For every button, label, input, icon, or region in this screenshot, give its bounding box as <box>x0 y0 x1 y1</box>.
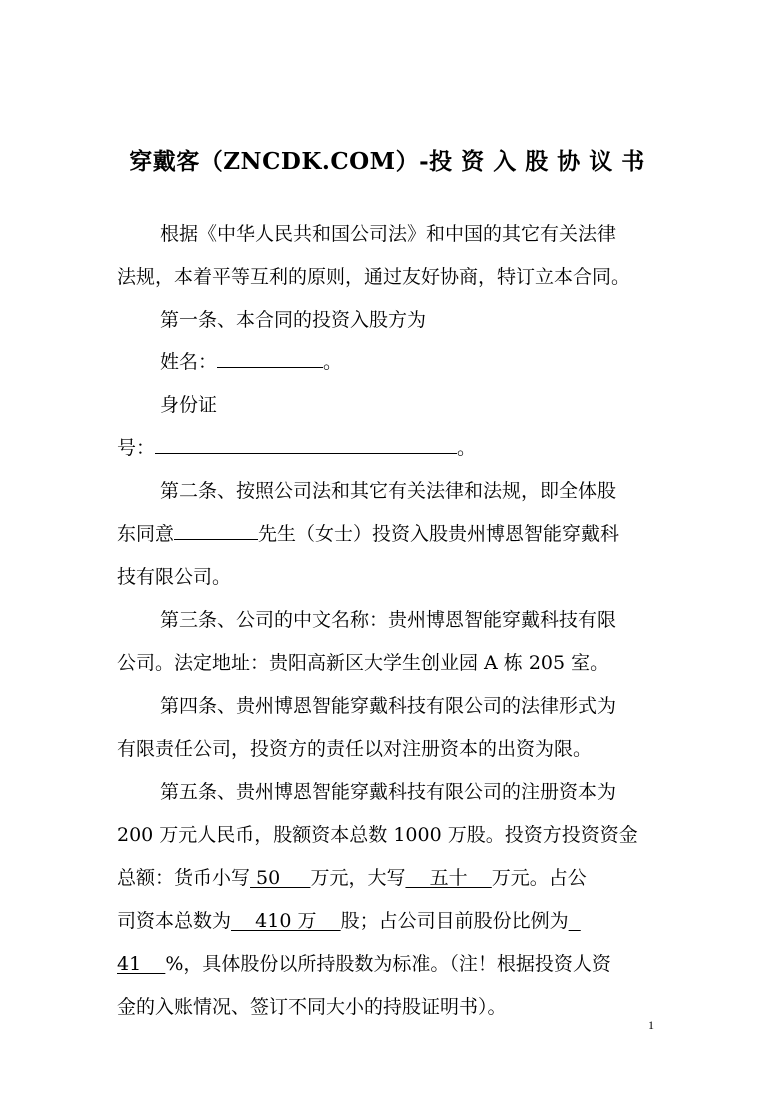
ratio-blank-start <box>569 910 581 932</box>
preamble-line-1: 根据《中华人民共和国公司法》和中国的其它有关法律 <box>160 223 617 245</box>
ratio-note: %，具体股份以所持股数为标准。（注！根据投资人资 <box>165 953 611 975</box>
article-4-line-2: 有限责任公司，投资方的责任以对注册资本的出资为限。 <box>117 738 593 760</box>
article-3-line-1: 第三条、公司的中文名称：贵州博恩智能穿戴科技有限 <box>160 609 617 631</box>
article-5-line-3 <box>117 866 662 890</box>
amount-numeric: 50 <box>250 867 311 889</box>
article-5-line-2: 200 万元人民币，股额资本总数 1000 万股。投资方投资资金 <box>117 824 638 846</box>
article-2-text-b: 先生（女士）投资入股贵州博恩智能穿戴科 <box>258 523 620 545</box>
article-5-line-6: 金的入账情况、签订不同大小的持股证明书）。 <box>117 996 507 1018</box>
name-blank[interactable] <box>217 350 323 368</box>
investor-name-blank[interactable] <box>174 522 258 540</box>
amount-label: 总额：货币小写 <box>117 867 251 889</box>
amount-unit-a: 万元，大写 <box>310 867 406 889</box>
article-2-line-2 <box>117 522 662 546</box>
id-label: 号： <box>117 437 156 459</box>
name-end: 。 <box>323 351 343 373</box>
article-5-line-5 <box>117 952 662 976</box>
article-2-line-1: 第二条、按照公司法和其它有关法律和法规，即全体股 <box>160 480 617 502</box>
article-4-line-1: 第四条、贵州博恩智能穿戴科技有限公司的法律形式为 <box>160 695 617 717</box>
amount-unit-b: 万元。占公 <box>491 867 587 889</box>
article-3-line-2: 公司。法定地址：贵阳高新区大学生创业园 A 栋 205 室。 <box>117 652 610 674</box>
shares-value: 410 万 <box>231 910 341 932</box>
name-line <box>160 350 662 374</box>
ratio-label: 股；占公司目前股份比例为 <box>340 910 569 932</box>
preamble-line-2: 法规，本着平等互利的原则，通过友好协商，特订立本合同。 <box>117 266 631 288</box>
article-2-line-3: 技有限公司。 <box>117 566 232 588</box>
document-title: 穿戴客（ZNCDK.COM）-投 资 入 股 协 议 书 <box>129 148 645 175</box>
id-label-line: 身份证 <box>160 394 218 416</box>
ratio-value: 41 <box>117 953 166 975</box>
name-label: 姓名： <box>160 351 218 373</box>
article-2-text-a: 东同意 <box>117 523 175 545</box>
page-number: 1 <box>648 1018 654 1032</box>
article-1-heading: 第一条、本合同的投资入股方为 <box>160 309 427 331</box>
shares-label: 司资本总数为 <box>117 910 232 932</box>
amount-words: 五十 <box>405 867 492 889</box>
id-number-line <box>117 436 662 460</box>
id-end: 。 <box>457 437 477 459</box>
id-number-blank[interactable] <box>155 436 457 454</box>
article-5-line-1: 第五条、贵州博恩智能穿戴科技有限公司的注册资本为 <box>160 781 617 803</box>
article-5-line-4 <box>117 909 662 933</box>
